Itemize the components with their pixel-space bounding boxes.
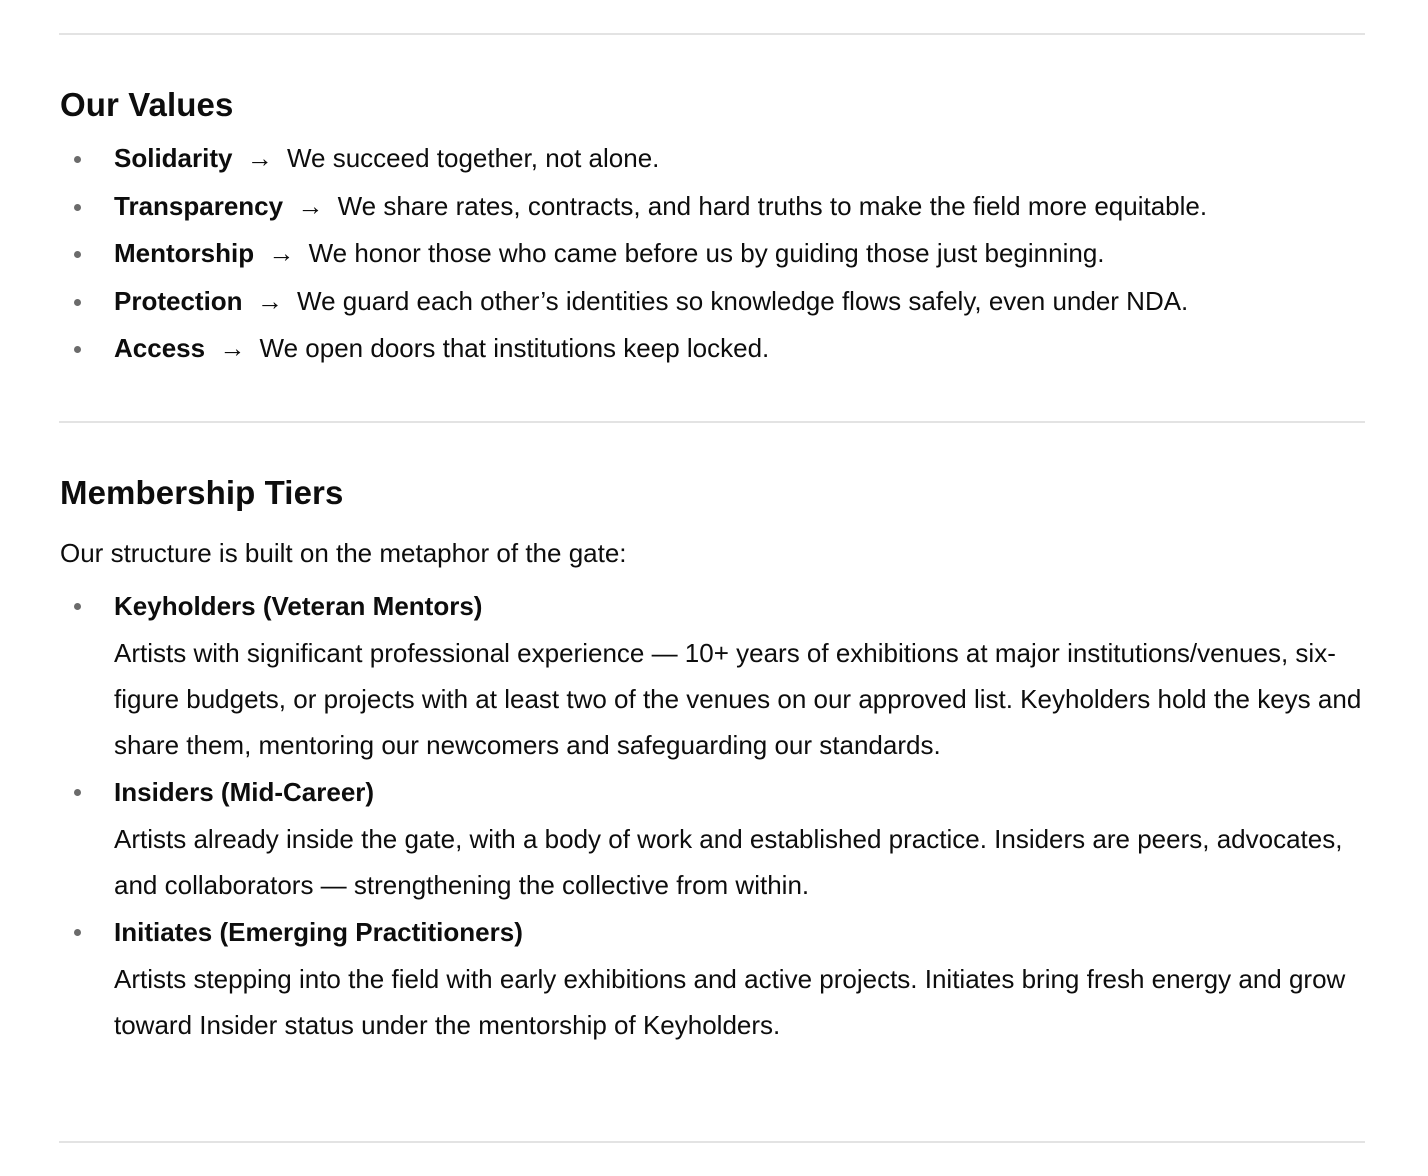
list-item xyxy=(0,908,1428,1048)
value-term: Protection xyxy=(114,285,243,316)
values-list xyxy=(0,135,1428,373)
bullet-icon xyxy=(74,251,81,258)
value-text: We open doors that institutions keep locked. xyxy=(259,333,770,363)
tier-description: Artists with significant professional experience — 10+ years of exhibitions at major institutions/venues, six-figure budgets, or projects with at least two of the venues on our approved list. Keyholders hold the keys and share them, mentoring our newcomers and safeguarding our standards. xyxy=(114,638,1362,760)
arrow-icon: → xyxy=(268,238,295,268)
arrow-icon: → xyxy=(256,285,283,316)
tier-title: Keyholders (Veteran Mentors) xyxy=(114,591,483,621)
value-term: Mentorship xyxy=(114,238,255,268)
value-text: We honor those who came before us by guiding those just beginning. xyxy=(308,238,1105,268)
tiers-list xyxy=(0,582,1428,1048)
tiers-heading: Membership Tiers xyxy=(60,474,344,511)
bullet-icon xyxy=(74,299,81,306)
arrow-icon: → xyxy=(246,143,273,173)
value-text: We guard each other’s identities so knowledge flows safely, even under NDA. xyxy=(297,285,1189,316)
list-item xyxy=(0,183,1428,231)
tier-title: Insiders (Mid-Career) xyxy=(114,777,375,807)
tiers-intro: Our structure is built on the metaphor of the gate: xyxy=(60,538,627,568)
value-term: Transparency xyxy=(114,190,284,221)
value-term: Solidarity xyxy=(114,143,233,173)
bullet-icon xyxy=(74,156,81,163)
divider-middle xyxy=(59,421,1365,423)
bullet-icon xyxy=(74,204,81,211)
value-text: We succeed together, not alone. xyxy=(286,143,660,173)
bullet-icon xyxy=(74,603,81,610)
list-item xyxy=(0,768,1428,908)
bullet-icon xyxy=(74,346,81,353)
divider-bottom xyxy=(59,1141,1365,1143)
arrow-icon: → xyxy=(297,190,324,221)
tier-description: Artists already inside the gate, with a body of work and established practice. Insiders are peers, advocates, and collaborators — strengthening the collective from within. xyxy=(114,824,1343,900)
list-item xyxy=(0,325,1428,373)
list-item xyxy=(0,230,1428,278)
list-item xyxy=(0,135,1428,183)
values-heading: Our Values xyxy=(60,86,234,123)
tier-title: Initiates (Emerging Practitioners) xyxy=(114,917,523,947)
value-text: We share rates, contracts, and hard truths to make the field more equitable. xyxy=(337,190,1208,221)
tier-description: Artists stepping into the field with early exhibitions and active projects. Initiates bring fresh energy and grow toward Insider status under the mentorship of Keyholders. xyxy=(114,964,1346,1040)
list-item xyxy=(0,278,1428,326)
bullet-icon xyxy=(74,789,81,796)
bullet-icon xyxy=(74,929,81,936)
list-item xyxy=(0,582,1428,768)
divider-top xyxy=(59,33,1365,35)
arrow-icon: → xyxy=(219,333,246,363)
value-term: Access xyxy=(114,333,206,363)
